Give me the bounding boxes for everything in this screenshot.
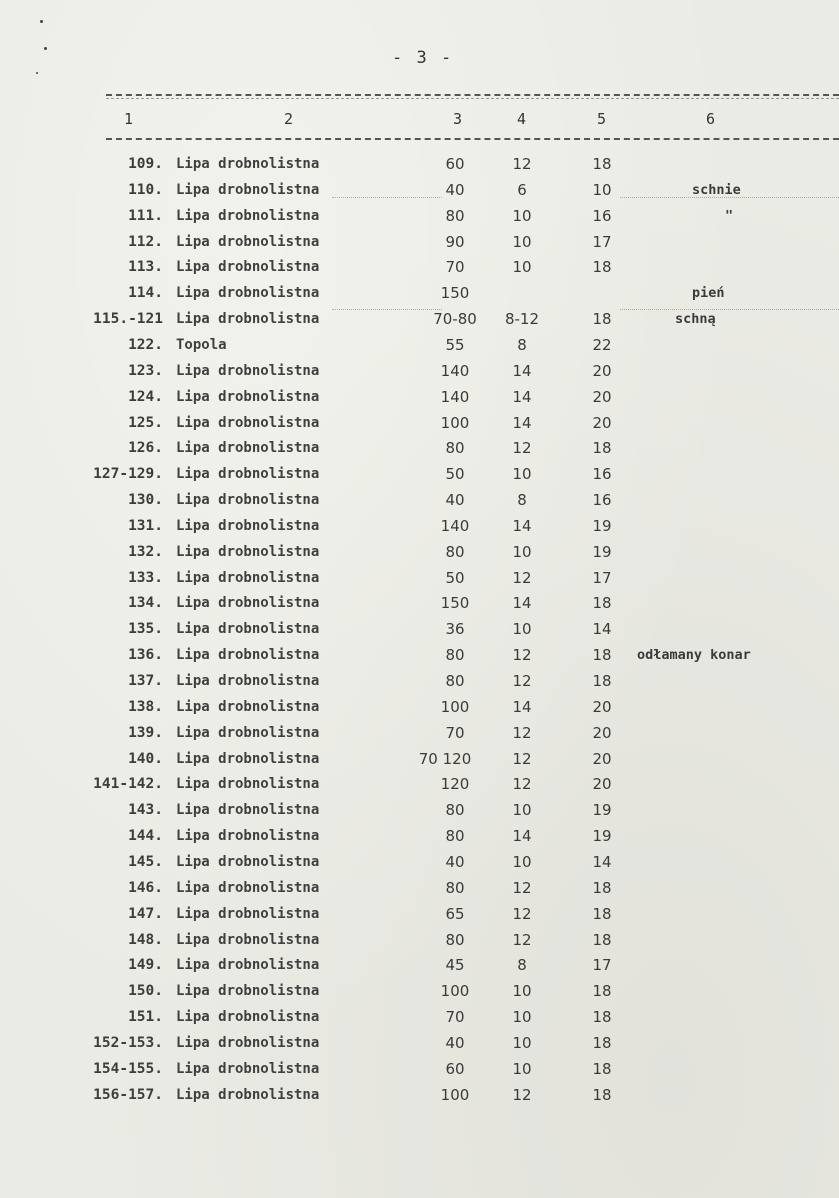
value-column-3: 60 [445, 1059, 465, 1078]
remark: " [725, 207, 734, 224]
value-column-5: 18 [592, 646, 612, 665]
value-column-4: 10 [512, 982, 532, 1001]
tree-number: 156-157. [93, 1086, 163, 1103]
value-column-3: 140 [440, 361, 470, 380]
table-row [0, 309, 839, 335]
value-column-4: 10 [512, 1033, 532, 1052]
value-column-4: 12 [512, 930, 532, 949]
value-column-3: 100 [440, 982, 470, 1001]
tree-number: 130. [128, 492, 163, 509]
value-column-5: 16 [592, 206, 612, 225]
value-column-3: 70 [445, 258, 465, 277]
tree-number: 141-142. [93, 776, 163, 793]
table-row [0, 826, 839, 852]
value-column-4: 14 [512, 387, 532, 406]
value-column-5: 19 [592, 542, 612, 561]
tree-number: 148. [128, 931, 163, 948]
value-column-5: 20 [592, 723, 612, 742]
table-row [0, 387, 839, 413]
tree-species: Lipa drobnolistna [176, 1034, 320, 1051]
value-column-4: 8 [517, 491, 527, 510]
value-column-4: 8 [517, 335, 527, 354]
value-column-4: 12 [512, 1085, 532, 1104]
tree-species: Lipa drobnolistna [176, 595, 320, 612]
table-row [0, 852, 839, 878]
value-column-3: 70 [445, 723, 465, 742]
tree-number: 114. [128, 285, 163, 302]
table-row [0, 154, 839, 180]
remark: schną [675, 311, 716, 328]
tree-species: Lipa drobnolistna [176, 362, 320, 379]
value-column-3: 80 [445, 672, 465, 690]
tree-number: 132. [128, 543, 163, 560]
value-column-5: 18 [592, 258, 612, 277]
value-column-3: 65 [445, 904, 465, 923]
value-column-4: 10 [512, 542, 532, 561]
tree-number: 124. [128, 388, 163, 405]
remark: odłamany konar [637, 647, 751, 664]
paper-speck [40, 20, 43, 23]
tree-number: 113. [128, 259, 163, 276]
tree-number: 149. [128, 957, 163, 974]
value-column-3: 80 [445, 801, 465, 820]
value-column-4: 14 [512, 697, 532, 716]
value-column-5: 18 [592, 878, 612, 897]
table-row [0, 464, 839, 490]
value-column-3: 36 [445, 620, 465, 639]
value-column-5: 18 [592, 982, 612, 1001]
value-column-3: 140 [440, 516, 470, 535]
table-row [0, 257, 839, 283]
tree-species: Lipa drobnolistna [176, 776, 320, 793]
value-column-4: 10 [512, 801, 532, 820]
table-row [0, 180, 839, 206]
tree-number: 127-129. [93, 466, 163, 483]
value-column-5: 18 [592, 1059, 612, 1078]
tree-number: 110. [128, 181, 163, 198]
tree-species: Lipa drobnolistna [176, 983, 320, 1000]
table-row [0, 568, 839, 594]
table-row [0, 335, 839, 361]
page-number: - 3 - [392, 48, 454, 68]
value-column-4: 6 [517, 180, 527, 199]
table-row [0, 904, 839, 930]
tree-species: Lipa drobnolistna [176, 311, 320, 328]
value-column-4: 12 [512, 878, 532, 897]
tree-species: Lipa drobnolistna [176, 1009, 320, 1026]
value-column-4: 12 [512, 568, 532, 587]
table-row [0, 1085, 839, 1111]
tree-species: Topola [176, 336, 227, 353]
tree-species: Lipa drobnolistna [176, 233, 320, 250]
tree-species: Lipa drobnolistna [176, 957, 320, 974]
value-column-4: 14 [512, 516, 532, 535]
tree-species: Lipa drobnolistna [176, 750, 320, 767]
tree-species: Lipa drobnolistna [176, 492, 320, 509]
tree-species: Lipa drobnolistna [176, 724, 320, 741]
value-column-4: 10 [512, 465, 532, 484]
table-top-rule [106, 94, 839, 96]
column-header-4: 4 [517, 110, 527, 128]
value-column-4: 12 [512, 775, 532, 794]
value-column-4: 10 [512, 620, 532, 639]
table-row [0, 438, 839, 464]
value-column-4: 12 [512, 749, 532, 768]
tree-number: 154-155. [93, 1060, 163, 1077]
tree-species: Lipa drobnolistna [176, 621, 320, 638]
tree-number: 137. [128, 673, 163, 689]
tree-species: Lipa drobnolistna [176, 905, 320, 922]
value-column-5: 17 [592, 568, 612, 587]
remark: pień [692, 285, 725, 302]
tree-number: 133. [128, 569, 163, 586]
tree-number: 146. [128, 879, 163, 896]
value-column-5: 20 [592, 775, 612, 794]
paper-speck [36, 72, 38, 74]
tree-species: Lipa drobnolistna [176, 828, 320, 845]
tree-number: 125. [128, 414, 163, 431]
value-column-3: 55 [445, 335, 465, 354]
value-column-3: 80 [445, 878, 465, 897]
tree-number: 139. [128, 724, 163, 741]
value-column-5: 17 [592, 956, 612, 975]
value-column-4: 14 [512, 413, 532, 432]
table-row [0, 955, 839, 981]
table-row [0, 361, 839, 387]
table-row [0, 619, 839, 645]
tree-species: Lipa drobnolistna [176, 853, 320, 870]
value-column-4: 14 [512, 361, 532, 380]
column-header-3: 3 [453, 110, 463, 128]
table-row [0, 593, 839, 619]
column-header-1: 1 [124, 110, 134, 128]
value-column-3: 120 [440, 775, 470, 794]
tree-species: Lipa drobnolistna [176, 517, 320, 534]
tree-number: 134. [128, 595, 163, 612]
tree-number: 111. [128, 207, 163, 224]
table-header-rule [106, 138, 839, 140]
value-column-3: 150 [440, 594, 470, 613]
column-header-2: 2 [284, 110, 294, 128]
value-column-3: 80 [445, 930, 465, 949]
tree-number: 150. [128, 983, 163, 1000]
tree-number: 144. [128, 828, 163, 845]
table-row [0, 774, 839, 800]
table-row [0, 878, 839, 904]
value-column-5: 18 [592, 672, 612, 690]
remark: schnie [692, 181, 741, 198]
tree-number: 151. [128, 1009, 163, 1026]
value-column-3: 50 [445, 568, 465, 587]
tree-number: 123. [128, 362, 163, 379]
tree-species: Lipa drobnolistna [176, 181, 320, 198]
table-row [0, 490, 839, 516]
value-column-5: 14 [592, 852, 612, 871]
tree-species: Lipa drobnolistna [176, 1086, 320, 1103]
value-column-4: 10 [512, 258, 532, 277]
table-row [0, 645, 839, 671]
tree-number: 115.-121 [93, 311, 163, 328]
value-column-5: 18 [592, 904, 612, 923]
table-row [0, 930, 839, 956]
value-column-5: 19 [592, 516, 612, 535]
value-column-3: 40 [445, 180, 465, 199]
table-row [0, 800, 839, 826]
value-column-3: 100 [440, 1085, 470, 1104]
value-column-5: 18 [592, 594, 612, 613]
value-column-4: 8 [517, 956, 527, 975]
table-row [0, 697, 839, 723]
value-column-3: 80 [445, 439, 465, 458]
tree-species: Lipa drobnolistna [176, 569, 320, 586]
value-column-4: 12 [512, 723, 532, 742]
value-column-4: 12 [512, 904, 532, 923]
value-column-3: 80 [445, 206, 465, 225]
value-column-5: 14 [592, 620, 612, 639]
tree-species: Lipa drobnolistna [176, 285, 320, 302]
value-column-3: 40 [445, 491, 465, 510]
tree-species: Lipa drobnolistna [176, 466, 320, 483]
table-row [0, 413, 839, 439]
value-column-5: 20 [592, 697, 612, 716]
value-column-4: 8-12 [504, 310, 540, 329]
value-column-4: 10 [512, 206, 532, 225]
tree-species: Lipa drobnolistna [176, 388, 320, 405]
value-column-4: 12 [512, 672, 532, 690]
value-column-4: 12 [512, 439, 532, 458]
value-column-5: 18 [592, 1085, 612, 1104]
value-column-3: 100 [440, 697, 470, 716]
value-column-5: 18 [592, 155, 612, 173]
value-column-3: 140 [440, 387, 470, 406]
value-column-3: 70 120 [418, 749, 472, 768]
tree-species: Lipa drobnolistna [176, 879, 320, 896]
value-column-3: 50 [445, 465, 465, 484]
tree-number: 135. [128, 621, 163, 638]
table-row [0, 206, 839, 232]
tree-species: Lipa drobnolistna [176, 207, 320, 224]
value-column-3: 150 [440, 284, 470, 303]
value-column-4: 12 [512, 646, 532, 665]
tree-species: Lipa drobnolistna [176, 440, 320, 457]
tree-species: Lipa drobnolistna [176, 543, 320, 560]
tree-number: 147. [128, 905, 163, 922]
table-row [0, 232, 839, 258]
value-column-5: 16 [592, 465, 612, 484]
value-column-3: 100 [440, 413, 470, 432]
value-column-3: 45 [445, 956, 465, 975]
table-row [0, 1007, 839, 1033]
value-column-5: 20 [592, 387, 612, 406]
table-row [0, 723, 839, 749]
tree-number: 140. [128, 750, 163, 767]
tree-species: Lipa drobnolistna [176, 802, 320, 819]
table-top-rule-shadow [106, 98, 839, 99]
tree-number: 145. [128, 853, 163, 870]
column-header-6: 6 [706, 110, 716, 128]
value-column-3: 70 [445, 1008, 465, 1027]
tree-number: 122. [128, 336, 163, 353]
value-column-5: 18 [592, 439, 612, 458]
value-column-5: 18 [592, 930, 612, 949]
tree-species: Lipa drobnolistna [176, 156, 320, 172]
tree-number: 152-153. [93, 1034, 163, 1051]
value-column-3: 80 [445, 646, 465, 665]
value-column-5: 19 [592, 801, 612, 820]
value-column-5: 16 [592, 491, 612, 510]
value-column-5: 17 [592, 232, 612, 251]
value-column-3: 60 [445, 155, 465, 173]
table-row [0, 283, 839, 309]
table-row [0, 671, 839, 697]
tree-species: Lipa drobnolistna [176, 647, 320, 664]
value-column-4: 10 [512, 232, 532, 251]
table-row [0, 516, 839, 542]
tree-species: Lipa drobnolistna [176, 259, 320, 276]
value-column-3: 70-80 [433, 310, 477, 329]
tree-species: Lipa drobnolistna [176, 1060, 320, 1077]
value-column-4: 12 [512, 155, 532, 173]
table-row [0, 542, 839, 568]
value-column-5: 18 [592, 1008, 612, 1027]
table-row [0, 1033, 839, 1059]
value-column-5: 19 [592, 827, 612, 846]
table-row [0, 1059, 839, 1085]
value-column-4: 10 [512, 1059, 532, 1078]
value-column-3: 90 [445, 232, 465, 251]
tree-number: 138. [128, 698, 163, 715]
value-column-4: 10 [512, 1008, 532, 1027]
paper-speck [44, 47, 47, 50]
tree-number: 109. [128, 156, 163, 172]
tree-number: 126. [128, 440, 163, 457]
value-column-4: 14 [512, 594, 532, 613]
tree-species: Lipa drobnolistna [176, 931, 320, 948]
value-column-5: 10 [592, 180, 612, 199]
tree-number: 112. [128, 233, 163, 250]
value-column-5: 20 [592, 361, 612, 380]
value-column-5: 18 [592, 1033, 612, 1052]
tree-species: Lipa drobnolistna [176, 673, 320, 689]
value-column-3: 40 [445, 1033, 465, 1052]
value-column-3: 40 [445, 852, 465, 871]
tree-species: Lipa drobnolistna [176, 414, 320, 431]
tree-number: 143. [128, 802, 163, 819]
value-column-5: 20 [592, 749, 612, 768]
tree-number: 131. [128, 517, 163, 534]
value-column-5: 18 [592, 310, 612, 329]
value-column-5: 20 [592, 413, 612, 432]
column-header-5: 5 [597, 110, 607, 128]
tree-number: 136. [128, 647, 163, 664]
value-column-3: 80 [445, 542, 465, 561]
table-row [0, 749, 839, 775]
value-column-4: 14 [512, 827, 532, 846]
value-column-3: 80 [445, 827, 465, 846]
value-column-4: 10 [512, 852, 532, 871]
value-column-5: 22 [592, 335, 612, 354]
tree-species: Lipa drobnolistna [176, 698, 320, 715]
table-row [0, 981, 839, 1007]
